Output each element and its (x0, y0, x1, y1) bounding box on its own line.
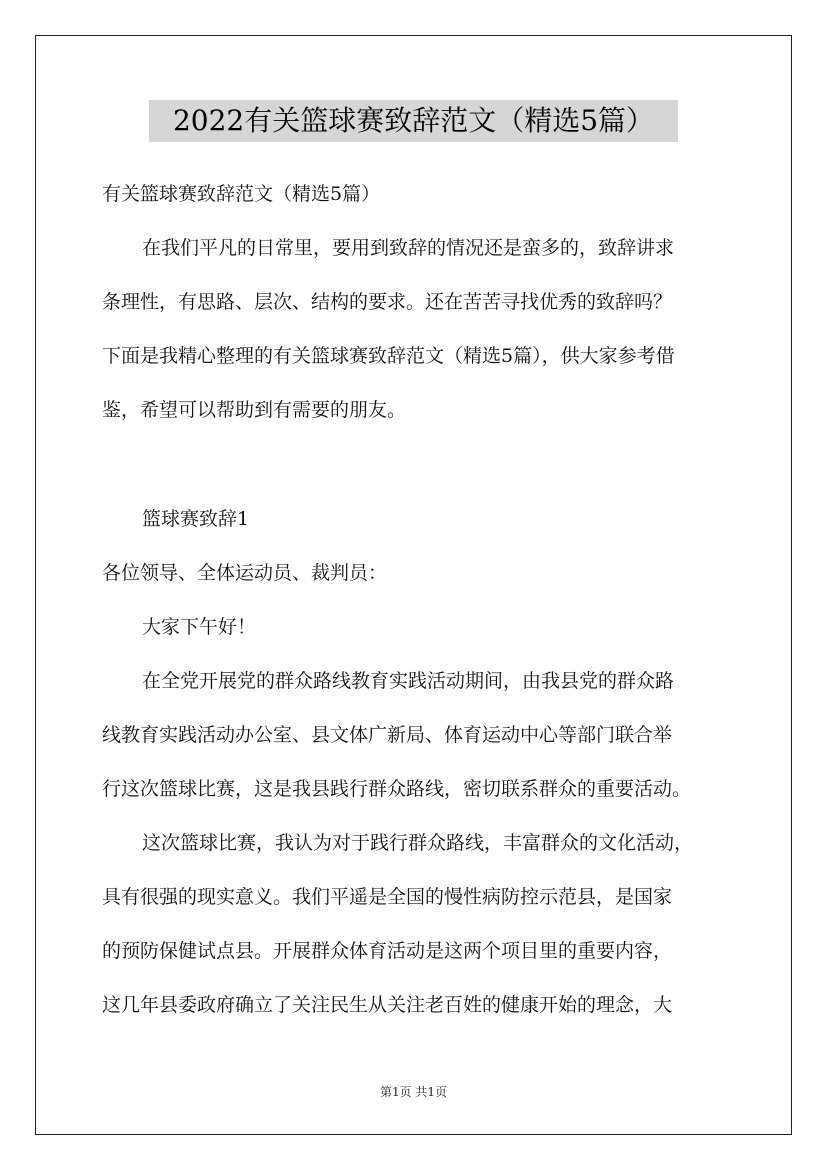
section-heading: 篮球赛致辞1 (142, 508, 250, 530)
para1-line-3: 行这次篮球比赛，这是我县践行群众路线，密切联系群众的重要活动。 (102, 778, 692, 800)
intro-line-2: 条理性，有思路、层次、结构的要求。还在苦苦寻找优秀的致辞吗？ (102, 291, 673, 313)
para1-line-1: 在全党开展党的群众路线教育实践活动期间，由我县党的群众路 (142, 670, 675, 692)
intro-line-4: 鉴，希望可以帮助到有需要的朋友。 (102, 399, 407, 421)
intro-line-3: 下面是我精心整理的有关篮球赛致辞范文（精选5篇），供大家参考借 (102, 345, 675, 367)
para2-line-2: 具有很强的现实意义。我们平遥是全国的慢性病防控示范县，是国家 (102, 886, 673, 908)
salutation: 各位领导、全体运动员、裁判员： (102, 562, 388, 584)
greeting: 大家下午好！ (142, 616, 257, 638)
subtitle: 有关篮球赛致辞范文（精选5篇） (102, 183, 381, 205)
para1-line-2: 线教育实践活动办公室、县文体广新局、体育运动中心等部门联合举 (102, 724, 673, 746)
para2-line-3: 的预防保健试点县。开展群众体育活动是这两个项目里的重要内容， (102, 940, 673, 962)
intro-line-1: 在我们平凡的日常里，要用到致辞的情况还是蛮多的，致辞讲求 (142, 237, 675, 259)
page-footer: 第1页 共1页 (379, 1085, 448, 1099)
para2-line-1: 这次篮球比赛，我认为对于践行群众路线，丰富群众的文化活动， (142, 832, 694, 854)
para2-line-4: 这几年县委政府确立了关注民生从关注老百姓的健康开始的理念，大 (102, 994, 673, 1016)
document-title: 2022有关篮球赛致辞范文（精选5篇） (149, 100, 678, 142)
